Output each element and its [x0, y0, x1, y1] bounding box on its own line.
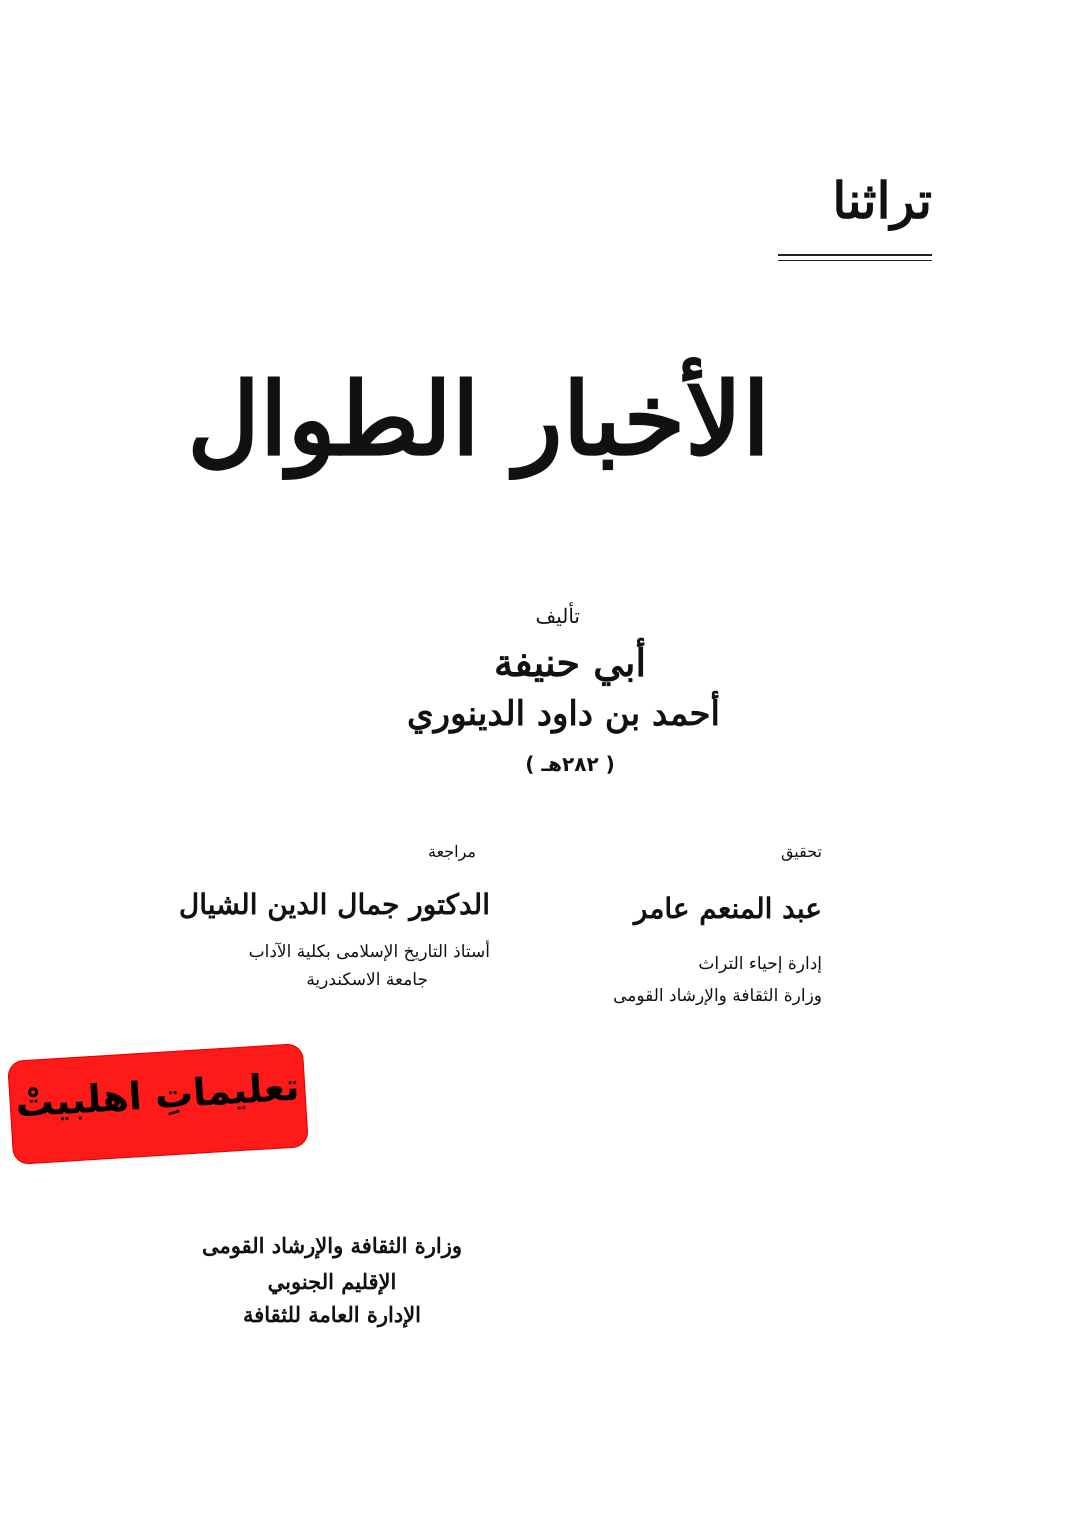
author-name: أحمد بن داود الدينوري	[407, 694, 720, 734]
watermark-stamp-text: تعليماتِ اهلبيتْ	[14, 1064, 301, 1126]
series-title: تراثنا	[832, 171, 932, 230]
watermark-stamp	[7, 1043, 309, 1165]
reviewer-role-label: مراجعة	[427, 842, 476, 861]
series-underline	[778, 254, 932, 256]
authored-by-label: تأليف	[535, 604, 580, 628]
reviewer-affiliation-1: أستاذ التاريخ الإسلامى بكلية الآداب	[248, 942, 490, 962]
reviewer-affiliation-2: جامعة الاسكندرية	[306, 970, 428, 990]
reviewer-name: الدكتور جمال الدين الشيال	[178, 888, 490, 921]
editor-name: عبد المنعم عامر	[633, 892, 822, 925]
author-kunya: أبي حنيفة	[493, 640, 647, 685]
book-title: الأخبار الطوال	[187, 360, 770, 478]
author-death-year: ( ٢٨٢هـ )	[525, 752, 615, 776]
publisher-ministry: وزارة الثقافة والإرشاد القومى	[202, 1233, 462, 1258]
editor-affiliation-2: وزارة الثقافة والإرشاد القومى	[613, 986, 822, 1006]
series-underline-second	[778, 260, 932, 261]
editor-affiliation-1: إدارة إحياء التراث	[698, 954, 822, 974]
publisher-department: الإدارة العامة للثقافة	[242, 1302, 422, 1327]
publisher-region: الإقليم الجنوبي	[267, 1269, 397, 1294]
editor-role-label: تحقيق	[780, 842, 822, 861]
